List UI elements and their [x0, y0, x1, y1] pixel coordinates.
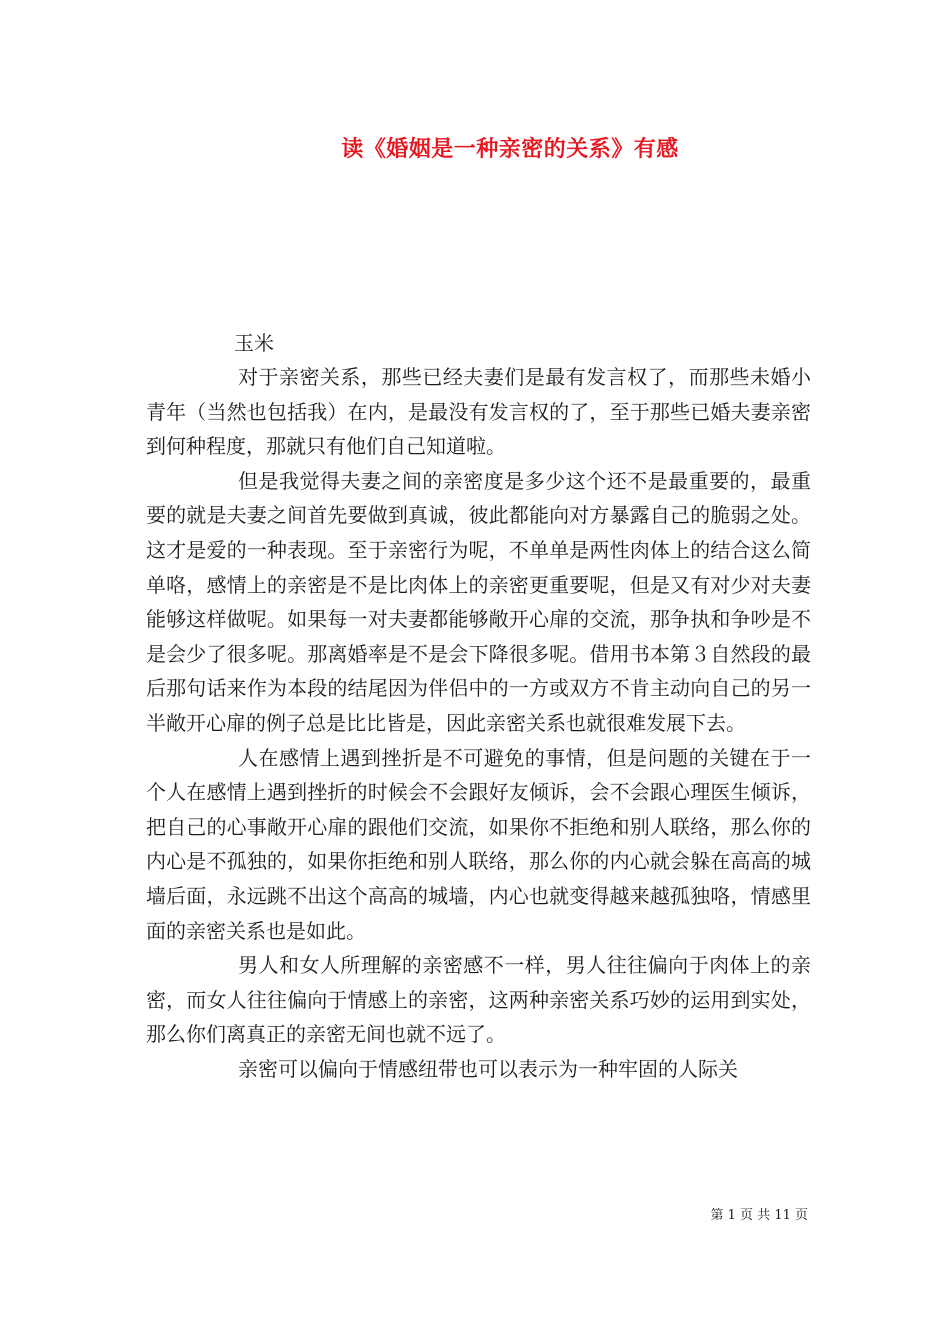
page-number-footer: 第 1 页 共 11 页	[710, 1208, 808, 1223]
document-body	[146, 360, 811, 1086]
paragraph: 亲密可以偏向于情感纽带也可以表示为一种牢固的人际关	[238, 1056, 738, 1081]
paragraph: 男人和女人所理解的亲密感不一样，男人往往偏向于肉体上的亲密，而女人往往偏向于情感上的亲密，这两种亲密关系巧妙的运用到实处，那么你们离真正的亲密无间也就不远了。	[146, 953, 811, 1047]
document-title: 读《婚姻是一种亲密的关系》有感	[341, 136, 679, 162]
author-name: 玉米	[234, 331, 274, 355]
paragraph: 人在感情上遇到挫折是不可避免的事情，但是问题的关键在于一个人在感情上遇到挫折的时候会不会跟好友倾诉，会不会跟心理医生倾诉，把自己的心事敞开心扉的跟他们交流，如果你不拒绝和别人联络，那么你的内心是不孤独的，如果你拒绝和别人联络，那么你的内心就会躲在高高的城墙后面，永远跳不出这个高高的城墙，内心也就变得越来越孤独咯，情感里面的亲密关系也是如此。	[146, 745, 811, 943]
paragraph: 但是我觉得夫妻之间的亲密度是多少这个还不是最重要的，最重要的就是夫妻之间首先要做到真诚，彼此都能向对方暴露自己的脆弱之处。这才是爱的一种表现。至于亲密行为呢，不单单是两性肉体上的结合这么简单咯，感情上的亲密是不是比肉体上的亲密更重要呢，但是又有对少对夫妻能够这样做呢。如果每一对夫妻都能够敞开心扉的交流，那争执和争吵是不是会少了很多呢。那离婚率是不是会下降很多呢。借用书本第３自然段的最后那句话来作为本段的结尾因为伴侣中的一方或双方不肯主动向自己的另一半敞开心扉的例子总是比比皆是，因此亲密关系也就很难发展下去。	[146, 468, 811, 735]
paragraph: 对于亲密关系，那些已经夫妻们是最有发言权了，而那些未婚小青年（当然也包括我）在内，是最没有发言权的了，至于那些已婚夫妻亲密到何种程度，那就只有他们自己知道啦。	[146, 365, 811, 459]
